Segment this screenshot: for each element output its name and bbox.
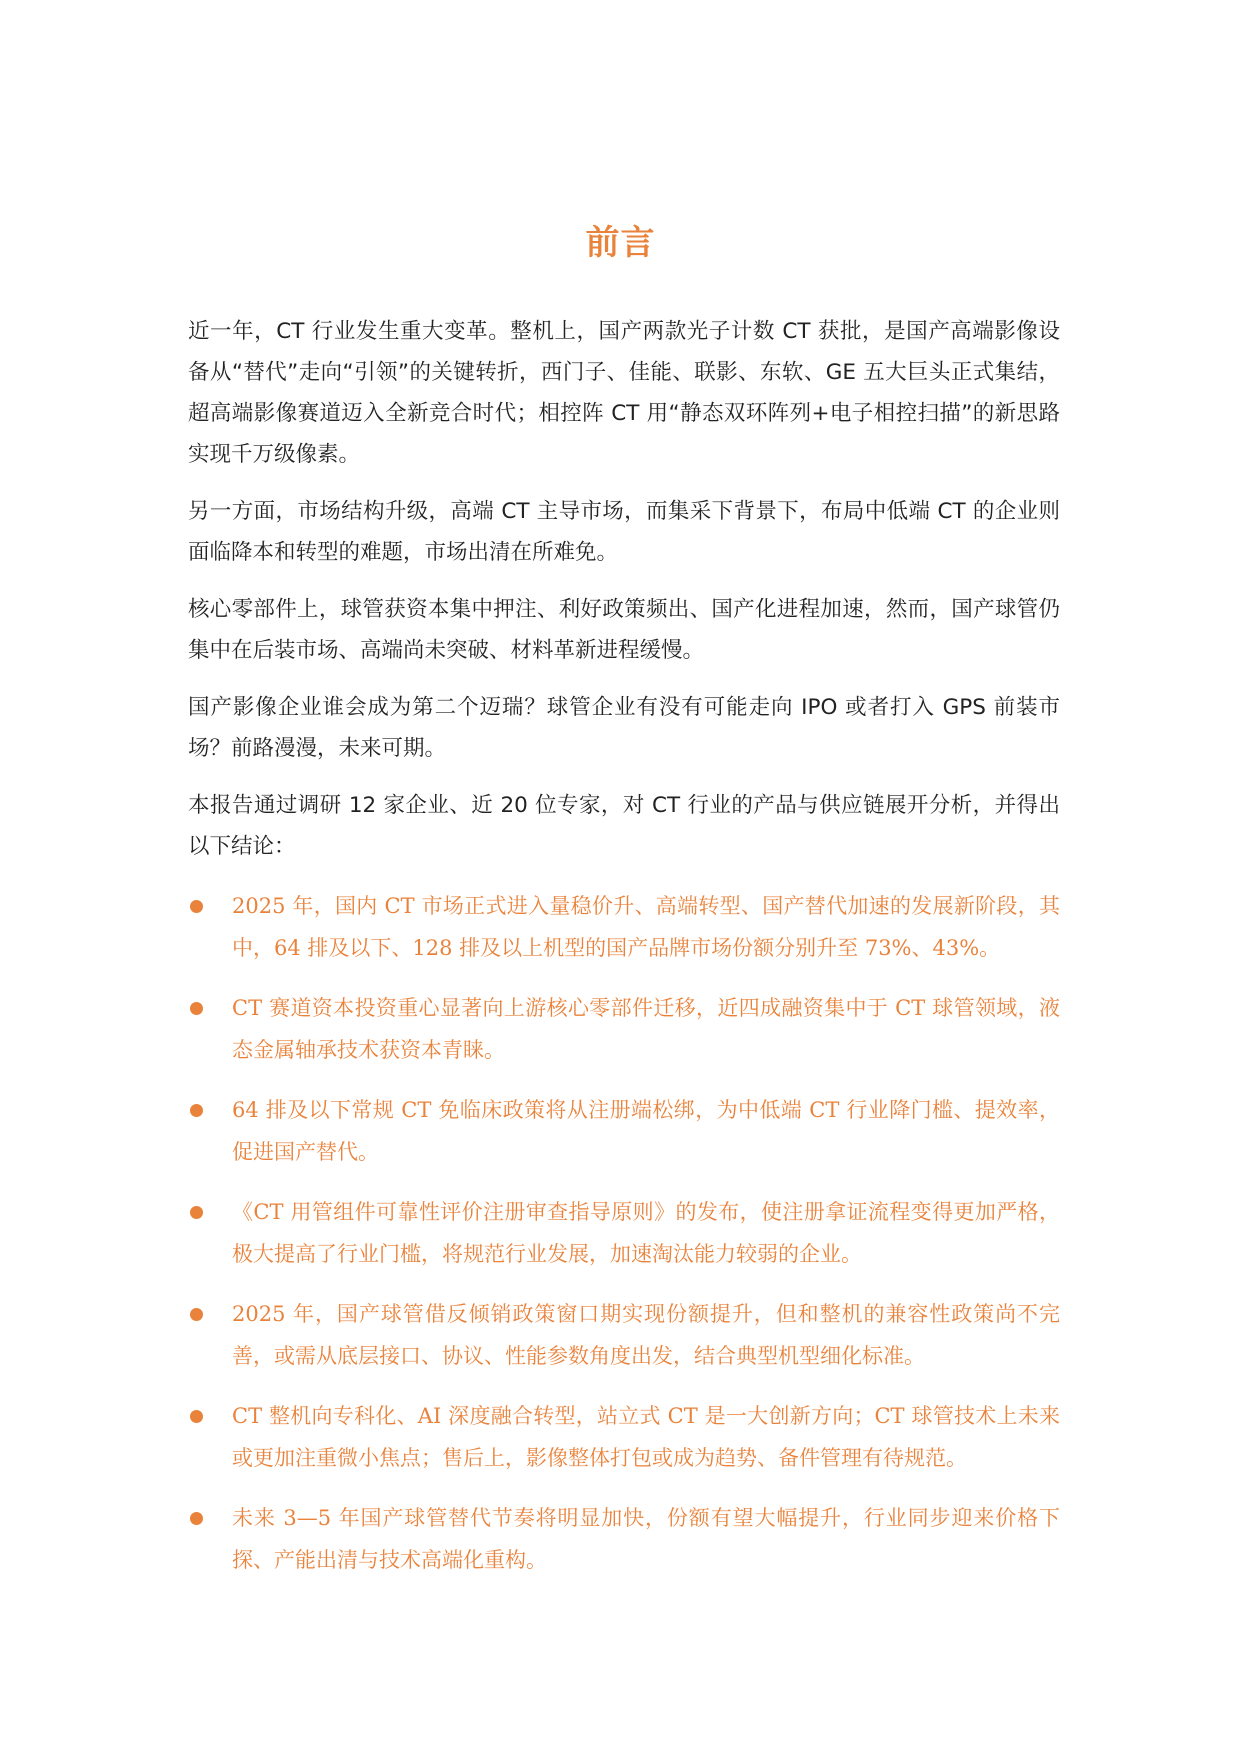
conclusion-text: CT 整机向专科化、AI 深度融合转型，站立式 CT 是一大创新方向；CT 球管技术上未来或更加注重微小焦点；售后上，影像整体打包或成为趋势、备件管理有待规范。 bbox=[232, 1404, 1060, 1470]
conclusion-item bbox=[188, 987, 1060, 1071]
conclusion-item bbox=[188, 1293, 1060, 1377]
conclusion-text: CT 赛道资本投资重心显著向上游核心零部件迁移，近四成融资集中于 CT 球管领域，液态金属轴承技术获资本青睐。 bbox=[232, 996, 1060, 1062]
conclusion-item bbox=[188, 1497, 1060, 1581]
paragraph: 近一年，CT 行业发生重大变革。整机上，国产两款光子计数 CT 获批，是国产高端影像设备从“替代”走向“引领”的关键转折，西门子、佳能、联影、东软、GE 五大巨头正式集结，超高端影像赛道迈入全新竞合时代；相控阵 CT 用“静态双环阵列+电子相控扫描”的新思路实现千万级像素。 bbox=[188, 319, 1060, 467]
conclusion-item bbox=[188, 1395, 1060, 1479]
conclusion-text: 2025 年，国产球管借反倾销政策窗口期实现份额提升，但和整机的兼容性政策尚不完善，或需从底层接口、协议、性能参数角度出发，结合典型机型细化标准。 bbox=[232, 1302, 1060, 1368]
bullet-dot-icon bbox=[190, 1512, 203, 1525]
conclusion-text: 2025 年，国内 CT 市场正式进入量稳价升、高端转型、国产替代加速的发展新阶段，其中，64 排及以下、128 排及以上机型的国产品牌市场份额分别升至 73%、43%。 bbox=[232, 894, 1060, 960]
paragraph: 另一方面，市场结构升级，高端 CT 主导市场，而集采下背景下，布局中低端 CT 的企业则面临降本和转型的难题，市场出清在所难免。 bbox=[188, 499, 1060, 565]
bullet-dot-icon bbox=[190, 1104, 203, 1117]
paragraph: 核心零部件上，球管获资本集中押注、利好政策频出、国产化进程加速，然而，国产球管仍集中在后装市场、高端尚未突破、材料革新进程缓慢。 bbox=[188, 597, 1060, 663]
conclusion-item bbox=[188, 1191, 1060, 1275]
conclusion-list bbox=[188, 885, 1060, 1581]
conclusion-text: 未来 3—5 年国产球管替代节奏将明显加快，份额有望大幅提升，行业同步迎来价格下探、产能出清与技术高端化重构。 bbox=[232, 1506, 1060, 1572]
bullet-dot-icon bbox=[190, 1002, 203, 1015]
paragraph: 本报告通过调研 12 家企业、近 20 位专家，对 CT 行业的产品与供应链展开分析，并得出以下结论： bbox=[188, 793, 1060, 859]
conclusion-item bbox=[188, 1089, 1060, 1173]
page-title: 前言 bbox=[585, 222, 656, 263]
conclusion-text: 《CT 用管组件可靠性评价注册审查指导原则》的发布，使注册拿证流程变得更加严格，极大提高了行业门槛，将规范行业发展，加速淘汰能力较弱的企业。 bbox=[232, 1200, 1060, 1266]
bullet-dot-icon bbox=[190, 1308, 203, 1321]
conclusion-item bbox=[188, 885, 1060, 969]
bullet-dot-icon bbox=[190, 1410, 203, 1423]
bullet-dot-icon bbox=[190, 900, 203, 913]
bullet-dot-icon bbox=[190, 1206, 203, 1219]
paragraph: 国产影像企业谁会成为第二个迈瑞？球管企业有没有可能走向 IPO 或者打入 GPS 前装市场？前路漫漫，未来可期。 bbox=[188, 695, 1060, 761]
conclusion-text: 64 排及以下常规 CT 免临床政策将从注册端松绑，为中低端 CT 行业降门槛、提效率，促进国产替代。 bbox=[232, 1098, 1060, 1164]
document-body bbox=[188, 311, 1060, 1599]
